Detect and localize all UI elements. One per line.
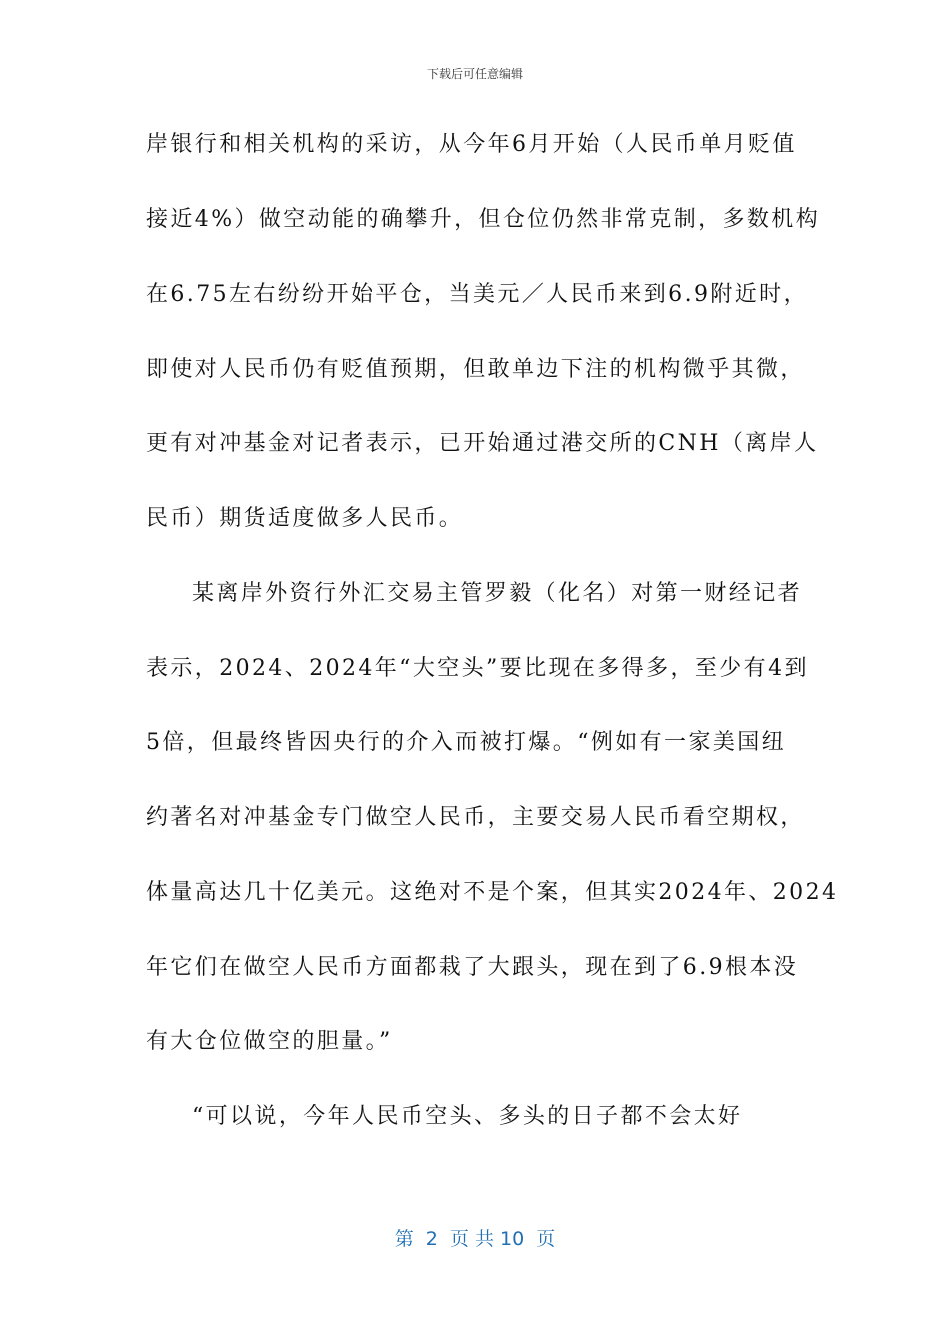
text-line: 体量高达几十亿美元。这绝对不是个案，但其实2024年、2024: [146, 880, 839, 905]
text-line: 即使对人民币仍有贬值预期，但敢单边下注的机构微乎其微，: [146, 357, 805, 382]
paragraph-first-line: “可以说，今年人民币空头、多头的日子都不会太好: [192, 1104, 743, 1129]
text-line: 5倍，但最终皆因央行的介入而被打爆。“例如有一家美国纽: [146, 730, 787, 755]
text-line: 接近4%）做空动能的确攀升，但仓位仍然非常克制，多数机构: [146, 207, 821, 232]
text-line: 表示，2024、2024年“大空头”要比现在多得多，至少有4到: [146, 656, 809, 681]
text-line: 有大仓位做空的胆量。”: [146, 1029, 393, 1054]
text-line: 更有对冲基金对记者表示，已开始通过港交所的CNH（离岸人: [146, 431, 819, 456]
text-line: 年它们在做空人民币方面都栽了大跟头，现在到了6.9根本没: [146, 955, 799, 980]
text-line: 约著名对冲基金专门做空人民币，主要交易人民币看空期权，: [146, 805, 805, 830]
page-number-footer: 第 2 页 共 10 页: [394, 1228, 556, 1250]
text-line: 民币）期货适度做多人民币。: [146, 506, 464, 531]
text-line: 在6.75左右纷纷开始平仓，当美元／人民币来到6.9附近时，: [146, 282, 808, 307]
page-header: 下载后可任意编辑: [426, 67, 523, 81]
paragraph-first-line: 某离岸外资行外汇交易主管罗毅（化名）对第一财经记者: [192, 581, 803, 606]
text-line: 岸银行和相关机构的采访，从今年6月开始（人民币单月贬值: [146, 132, 797, 157]
